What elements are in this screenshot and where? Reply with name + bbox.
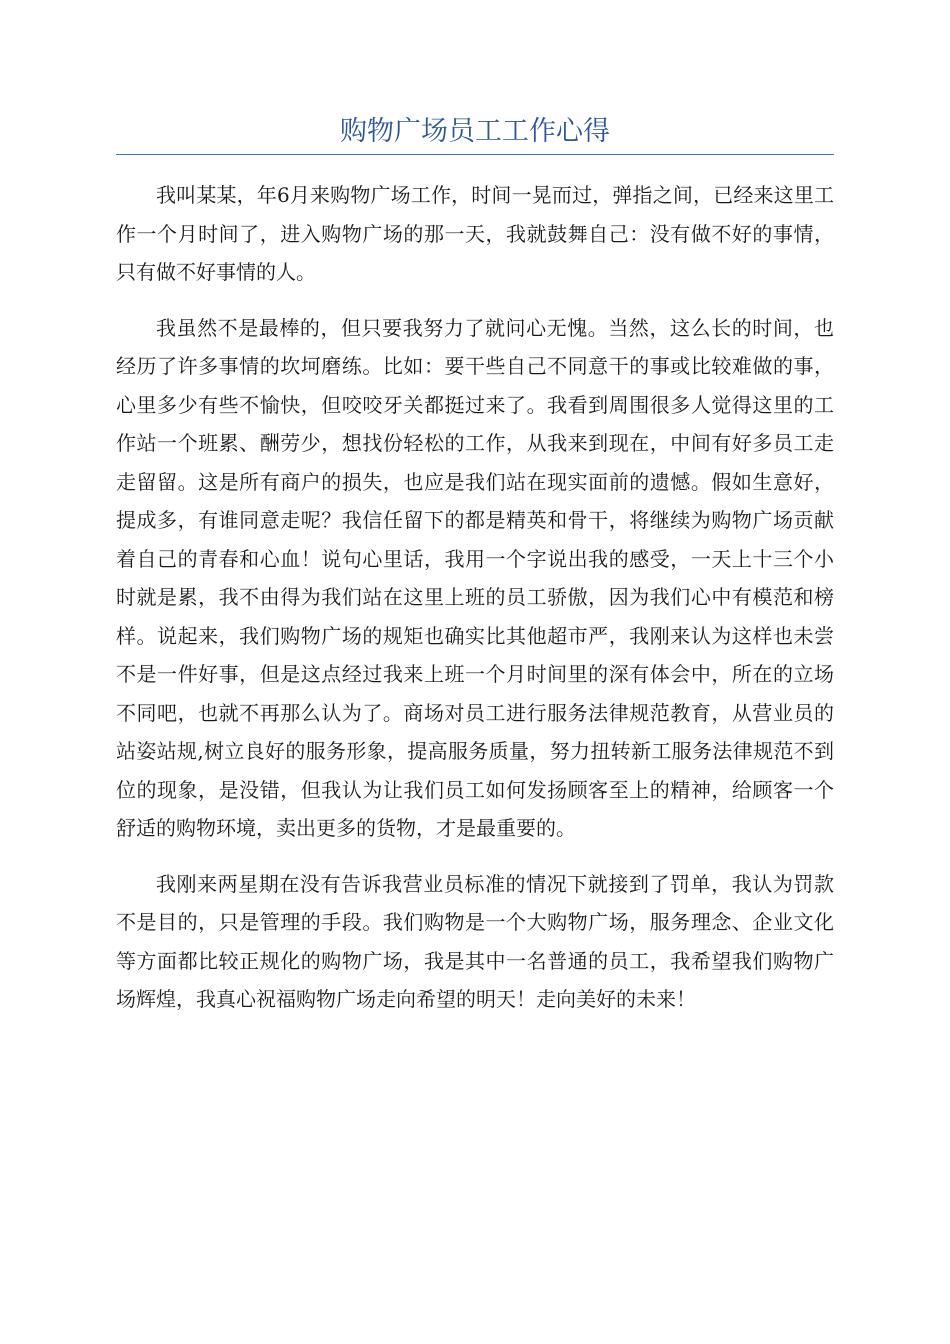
document-title: 购物广场员工工作心得 — [340, 116, 610, 147]
document-body — [116, 176, 834, 1036]
paragraph-3: 我刚来两星期在没有告诉我营业员标准的情况下就接到了罚单，我认为罚款不是目的，只是管理的手段。我们购物是一个大购物广场，服务理念、企业文化等方面都比较正规化的购物广场，我是其中一名普通的员工，我希望我们购物广场辉煌，我真心祝福购物广场走向希望的明天！走向美好的未来！ — [116, 871, 834, 1011]
title-underline — [116, 154, 834, 155]
paragraph-1: 我叫某某，年6月来购物广场工作，时间一晃而过，弹指之间，已经来这里工作一个月时间了，进入购物广场的那一天，我就鼓舞自己：没有做不好的事情，只有做不好事情的人。 — [116, 183, 834, 284]
paragraph-2: 我虽然不是最棒的，但只要我努力了就问心无愧。当然，这么长的时间，也经历了许多事情的坎坷磨练。比如：要干些自己不同意干的事或比较难做的事，心里多少有些不愉快，但咬咬牙关都挺过来了。我看到周围很多人觉得这里的工作站一个班累、酬劳少，想找份轻松的工作，从我来到现在，中间有好多员工走走留留。这是所有商户的损失，也应是我们站在现实面前的遗憾。假如生意好，提成多，有谁同意走呢？我信任留下的都是精英和骨干，将继续为购物广场贡献着自己的青春和心血！说句心里话，我用一个字说出我的感受，一天上十三个小时就是累，我不由得为我们站在这里上班的员工骄傲，因为我们心中有模范和榜样。说起来，我们购物广场的规矩也确实比其他超市严，我刚来认为这样也未尝不是一件好事，但是这点经过我来上班一个月时间里的深有体会中，所在的立场不同吧，也就不再那么认为了。商场对员工进行服务法律规范教育，从营业员的站姿站规,树立良好的服务形象，提高服务质量，努力扭转新工服务法律规范不到位的现象，是没错，但我认为让我们员工如何发扬顾客至上的精神，给顾客一个舒适的购物环境，卖出更多的货物，才是最重要的。 — [116, 315, 834, 840]
